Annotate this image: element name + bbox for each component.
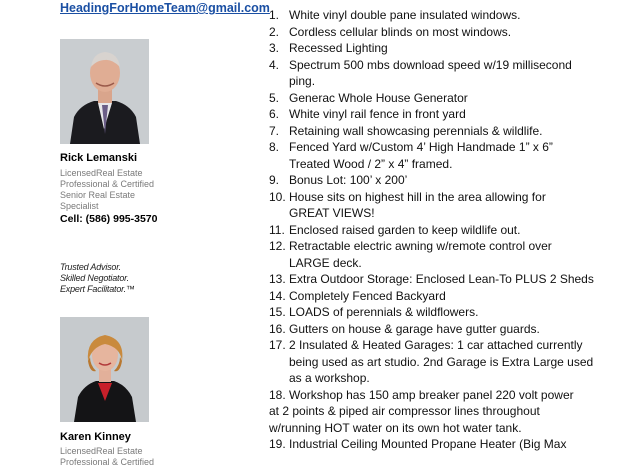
- feature-text: Cordless cellular blinds on most windows.: [289, 24, 512, 39]
- feature-item: [269, 222, 635, 239]
- feature-text: Generac Whole House Generator: [289, 90, 468, 105]
- feature-text: being used as art studio. 2nd Garage is Extra Large used: [289, 354, 594, 369]
- feature-item: [269, 420, 635, 437]
- feature-text: Extra Outdoor Storage: Enclosed Lean-To PLUS 2 Sheds: [289, 272, 594, 286]
- feature-text: Completely Fenced Backyard: [289, 288, 446, 303]
- feature-text: at 2 points & piped air compressor lines throughout: [269, 404, 540, 418]
- feature-item: [269, 189, 635, 222]
- feature-text: Retractable electric awning w/remote control over: [289, 239, 552, 253]
- feature-item: [269, 238, 635, 271]
- agent-photo-rick: [60, 39, 149, 144]
- feature-item: [269, 172, 635, 189]
- feature-text: Fenced Yard w/Custom 4’ High Handmade 1” x 6”: [289, 140, 553, 154]
- feature-item: [269, 106, 635, 123]
- feature-number: 3.: [269, 41, 280, 55]
- feature-text: 2 Insulated & Heated Garages: 1 car attached currently: [289, 338, 583, 352]
- feature-item: [269, 337, 635, 387]
- feature-text: Enclosed raised garden to keep wildlife out.: [289, 222, 521, 237]
- agent-name-rick: Rick Lemanski: [60, 152, 138, 164]
- feature-text: Treated Wood / 2” x 4” framed.: [289, 156, 453, 171]
- tagline: Trusted Advisor. Skilled Negotiator. Expert Facilitator.™: [60, 262, 135, 294]
- feature-item: [269, 24, 635, 41]
- feature-item: [269, 57, 635, 90]
- feature-item: [269, 7, 635, 24]
- feature-text: w/running HOT water on its own hot water tank.: [269, 420, 522, 435]
- feature-number: 11.: [269, 222, 285, 237]
- feature-number: 12.: [269, 239, 286, 253]
- feature-item: [269, 123, 635, 140]
- feature-text: Workshop has 150 amp breaker panel 220 volt power: [289, 387, 574, 402]
- feature-number: 8.: [269, 140, 280, 154]
- feature-number: 1.: [269, 8, 280, 22]
- feature-item: [269, 271, 635, 288]
- agent-title-karen: LicensedReal Estate Professional & Certified: [60, 446, 155, 467]
- feature-text: GREAT VIEWS!: [289, 206, 375, 220]
- feature-text: ping.: [289, 74, 316, 88]
- feature-text: White vinyl rail fence in front yard: [289, 107, 466, 121]
- feature-number: 4.: [269, 57, 280, 72]
- feature-text: House sits on highest hill in the area allowing for: [289, 189, 546, 204]
- feature-number: 14.: [269, 288, 286, 303]
- feature-item: [269, 403, 635, 420]
- feature-item: [269, 304, 635, 321]
- contact-email[interactable]: HeadingForHomeTeam@gmail.com: [60, 1, 270, 15]
- feature-text: Industrial Ceiling Mounted Propane Heater (Big Max: [289, 437, 567, 451]
- feature-number: 6.: [269, 107, 280, 121]
- agent-phone-rick[interactable]: Cell: (586) 995-3570: [60, 213, 158, 225]
- feature-text: Recessed Lighting: [289, 41, 388, 55]
- feature-item: [269, 40, 635, 57]
- feature-text: Bonus Lot: 100’ x 200’: [289, 173, 408, 187]
- feature-text: Retaining wall showcasing perennials & wildlife.: [289, 123, 543, 138]
- feature-number: 2.: [269, 24, 280, 39]
- feature-text: Spectrum 500 mbs download speed w/19 millisecond: [289, 57, 572, 72]
- feature-number: 7.: [269, 123, 280, 138]
- feature-item: [269, 387, 635, 404]
- feature-number: 10.: [269, 189, 286, 204]
- feature-number: 18.: [269, 387, 286, 402]
- feature-number: 5.: [269, 90, 280, 105]
- feature-item: [269, 139, 635, 172]
- feature-number: 9.: [269, 173, 280, 187]
- feature-item: [269, 288, 635, 305]
- agent-name-karen: Karen Kinney: [60, 431, 131, 443]
- feature-item: [269, 321, 635, 338]
- feature-text: Gutters on house & garage have gutter guards.: [289, 321, 540, 336]
- feature-number: 16.: [269, 321, 286, 336]
- feature-text: White vinyl double pane insulated windows.: [289, 8, 521, 22]
- feature-number: 19.: [269, 437, 286, 451]
- feature-text: LARGE deck.: [289, 255, 362, 270]
- feature-text: LOADS of perennials & wildflowers.: [289, 305, 479, 319]
- feature-item: [269, 436, 635, 453]
- agent-photo-karen: [60, 317, 149, 422]
- features-list: [269, 7, 635, 453]
- feature-number: 15.: [269, 305, 286, 319]
- agent-title-rick: LicensedReal Estate Professional & Certified Senior Real Estate Specialist: [60, 168, 155, 211]
- feature-number: 13.: [269, 272, 286, 286]
- feature-text: as a workshop.: [289, 371, 370, 385]
- feature-number: 17.: [269, 338, 286, 352]
- feature-item: [269, 90, 635, 107]
